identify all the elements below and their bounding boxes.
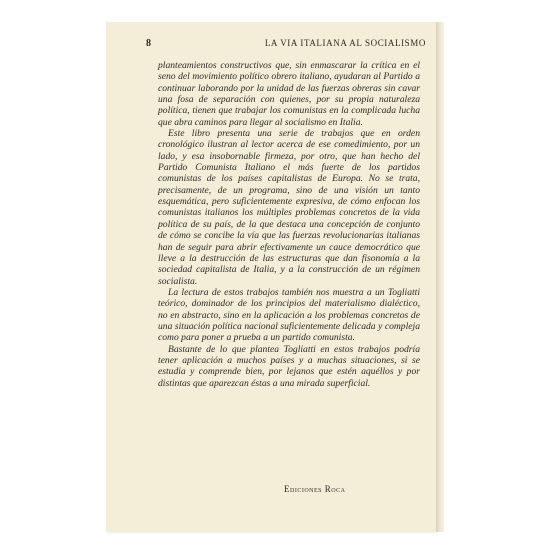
page-binding-edge [436,22,444,532]
page-number: 8 [146,38,151,49]
running-head: LA VIA ITALIANA AL SOCIALISMO [264,38,426,48]
book-page [106,22,436,532]
publisher-signature: Ediciones Roca [284,484,346,494]
paragraph-3: La lectura de estos trabajos también nos muestra a un Togliatti teórico, dominador de los principios del materialismo dialéctico, no en abstracto, sino en la aplicación a los problemas concretos de una situación política nacional suficientemente delicada y compleja como para poner a prueba a un partido comunista. [158,286,420,344]
paragraph-4: Bastante de lo que plantea Togliatti en estos trabajos podría tener aplicación a muchos países y a muchas situaciones, si se estudia y comprende bien, por lejanos que estén aquéllos y por distintas que aparezcan éstas a una mirada superficial. [158,343,420,389]
paragraph-2: Este libro presenta una serie de trabajos que en orden cronológico ilustran al lector acerca de ese comedimiento, por un lado, y esa insobornable firmeza, por otro, que han hecho del Partido Comunista Italiano el más fuerte de los partidos comunistas de los países capitalistas de Europa. No se trata, precisamente, de un programa, sino de una visión un tanto esquemática, pero suficientemente expresiva, de cómo enfocan los comunistas italianos los múltiples problemas concretos de la vida política de su país, de la que destaca una concepción de conjunto de cómo se concibe la vía que las fuerzas revolucionarias italianas han de seguir para abrir efectivamente un cauce democrático que lleve a la destrucción de las estructuras que dan fisonomía a la sociedad capitalista de Italia, y a la construcción de un régimen socialista. [158,128,420,287]
paragraph-1: planteamientos constructivos que, sin enmascarar la crítica en el seno del movimiento político obrero italiano, ayudaran al Partido a continuar laborando por la unidad de las fuerzas obreras sin cavar una fosa de separación con quienes, por su propia naturaleza política, tienen que trabajar los comunistas en la complicada lucha que abra caminos para llegar al socialismo en Italia. [158,60,420,128]
body-text [158,60,420,389]
page-header [146,38,426,49]
